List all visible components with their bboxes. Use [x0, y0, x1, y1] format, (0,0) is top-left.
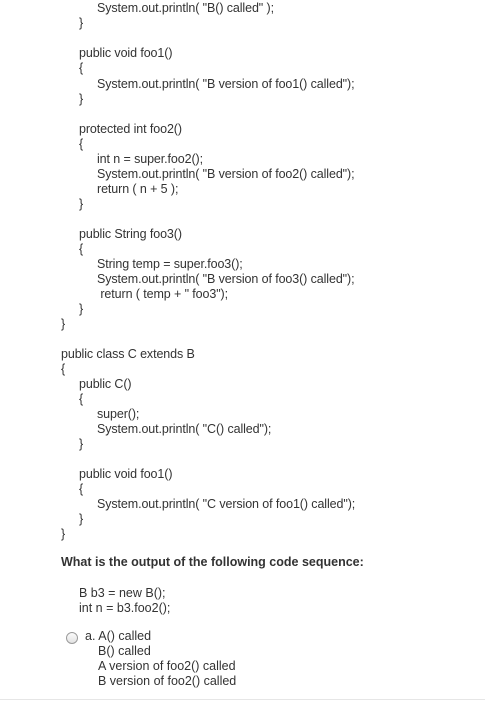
code-line: System.out.println( "B version of foo2() called");: [97, 167, 355, 181]
code-line: }: [79, 16, 84, 30]
code-line: }: [79, 302, 84, 316]
option-a-radio[interactable]: [66, 632, 78, 644]
code-line: {: [79, 482, 84, 496]
code-line: int n = super.foo2();: [97, 152, 203, 166]
code-line: public void foo1(): [79, 46, 173, 60]
code-line: }: [79, 512, 84, 526]
code-line: public C(): [79, 377, 132, 391]
code-line: System.out.println( "B() called" );: [97, 1, 274, 15]
code-line: String temp = super.foo3();: [97, 257, 243, 271]
code-line: public void foo1(): [79, 467, 173, 481]
code-line: {: [79, 242, 84, 256]
option-a-line: A() called: [98, 629, 152, 643]
code-line: public String foo3(): [79, 227, 182, 241]
snippet-line: B b3 = new B();: [79, 586, 166, 600]
option-a-line: A version of foo2() called: [98, 659, 236, 673]
code-line: System.out.println( "B version of foo3() called");: [97, 272, 355, 286]
code-line: return ( temp + " foo3");: [97, 287, 228, 301]
code-line: }: [79, 437, 84, 451]
code-line: super();: [97, 407, 140, 421]
code-line: }: [79, 197, 84, 211]
divider: [0, 699, 485, 700]
snippet-line: int n = b3.foo2();: [79, 601, 171, 615]
code-line: System.out.println( "C() called");: [97, 422, 272, 436]
code-line: System.out.println( "B version of foo1() called");: [97, 77, 355, 91]
option-a-line: B() called: [98, 644, 151, 658]
code-line: }: [79, 92, 84, 106]
option-a-letter-and-first-line[interactable]: [85, 629, 151, 644]
code-line: public class C extends B: [61, 347, 195, 361]
option-a-line: B version of foo2() called: [98, 674, 237, 688]
code-line: {: [61, 362, 66, 376]
code-line: protected int foo2(): [79, 122, 182, 136]
code-line: }: [61, 527, 66, 541]
code-line: {: [79, 61, 84, 75]
code-line: {: [79, 137, 84, 151]
code-line: }: [61, 317, 66, 331]
code-line: return ( n + 5 );: [97, 182, 179, 196]
option-a-letter: a.: [85, 629, 96, 643]
question-text: What is the output of the following code sequence:: [61, 555, 364, 569]
code-line: System.out.println( "C version of foo1() called");: [97, 497, 356, 511]
code-line: {: [79, 392, 84, 406]
